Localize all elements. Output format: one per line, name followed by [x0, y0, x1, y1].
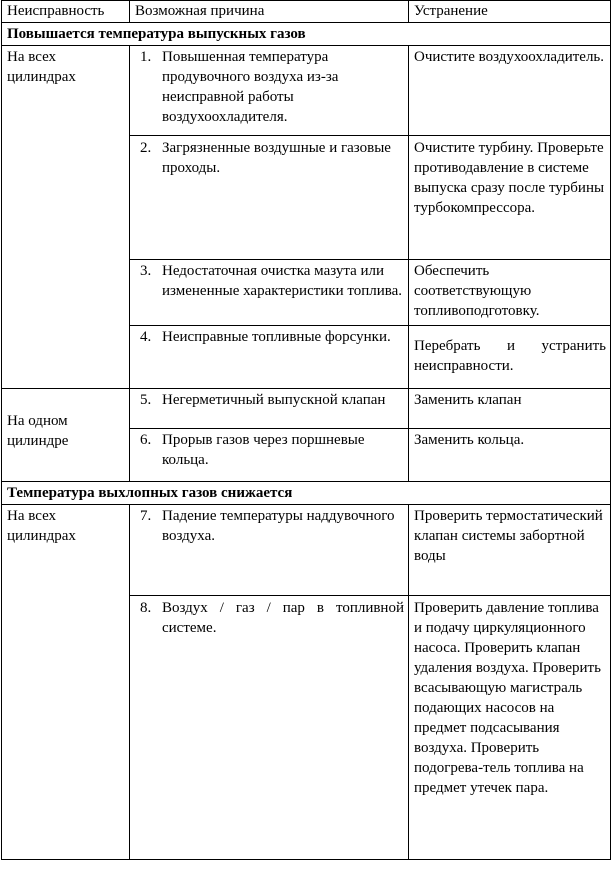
cause-cell — [130, 326, 409, 389]
section-title: Повышается температура выпускных газов — [2, 23, 611, 46]
section-title-row — [2, 482, 611, 505]
table-row — [2, 46, 611, 136]
remedy-line: неисправности. — [414, 358, 514, 374]
item-number: 8. — [140, 600, 152, 616]
cause-cell — [130, 429, 409, 482]
cause-text: Недостаточная очистка мазута или измененные характеристики топлива. — [162, 263, 403, 299]
header-fault: Неисправность — [2, 1, 130, 23]
cause-cell — [130, 505, 409, 596]
section-title-row — [2, 23, 611, 46]
item-number: 4. — [140, 329, 152, 345]
remedy-cell: Проверить давление топлива и подачу циркуляционного насоса. Проверить клапан удаления воздуха. Проверить всасывающую магистраль подающих насосов на предмет подсасывания воздуха. Проверить подогрева-тель топлива на предмет утечек пара. — [409, 596, 611, 860]
fault-cell — [2, 389, 130, 482]
remedy-cell: Проверить термостатический клапан системы забортной воды — [409, 505, 611, 596]
table-row — [2, 389, 611, 429]
fault-label: На одном цилиндре — [7, 413, 69, 449]
remedy-cell: Очистите турбину. Проверьте противодавление в системе выпуска сразу после турбины турбокомпрессора. — [409, 136, 611, 260]
section-title: Температура выхлопных газов снижается — [2, 482, 611, 505]
remedy-cell: Заменить клапан — [409, 389, 611, 429]
item-number: 5. — [140, 392, 152, 408]
item-number: 3. — [140, 263, 152, 279]
fault-label: На всех цилиндрах — [7, 49, 76, 85]
fault-cell — [2, 46, 130, 389]
remedy-cell: Заменить кольца. — [409, 429, 611, 482]
cause-text: Негерметичный выпускной клапан — [162, 392, 386, 408]
troubleshooting-table — [1, 0, 611, 860]
cause-cell — [130, 389, 409, 429]
cause-cell — [130, 136, 409, 260]
remedy-cell — [409, 326, 611, 389]
fault-cell — [2, 505, 130, 860]
cause-line: Воздух / газ / пар в топливной — [162, 600, 404, 616]
item-number: 6. — [140, 432, 152, 448]
header-row — [2, 1, 611, 23]
remedy-cell: Очистите воздухоохладитель. — [409, 46, 611, 136]
remedy-line: Перебрать и устранить — [414, 338, 606, 354]
cause-text: Прорыв газов через поршневые кольца. — [162, 432, 365, 468]
table-row — [2, 505, 611, 596]
remedy-cell: Обеспечить соответствующую топливоподготовку. — [409, 260, 611, 326]
header-remedy: Устранение — [409, 1, 611, 23]
cause-cell — [130, 596, 409, 860]
cause-line: системе. — [162, 620, 217, 636]
item-number: 2. — [140, 140, 152, 156]
item-number: 7. — [140, 508, 152, 524]
cause-text: Неисправные топливные форсунки. — [162, 329, 391, 345]
cause-cell — [130, 46, 409, 136]
cause-cell — [130, 260, 409, 326]
cause-text: Повышенная температура продувочного воздуха из-за неисправной работы воздухоохладителя. — [162, 49, 339, 125]
header-cause: Возможная причина — [130, 1, 409, 23]
cause-text: Загрязненные воздушные и газовые проходы. — [162, 140, 391, 176]
cause-text: Падение температуры наддувочного воздуха. — [162, 508, 395, 544]
fault-label: На всех цилиндрах — [7, 508, 76, 544]
item-number: 1. — [140, 49, 152, 65]
